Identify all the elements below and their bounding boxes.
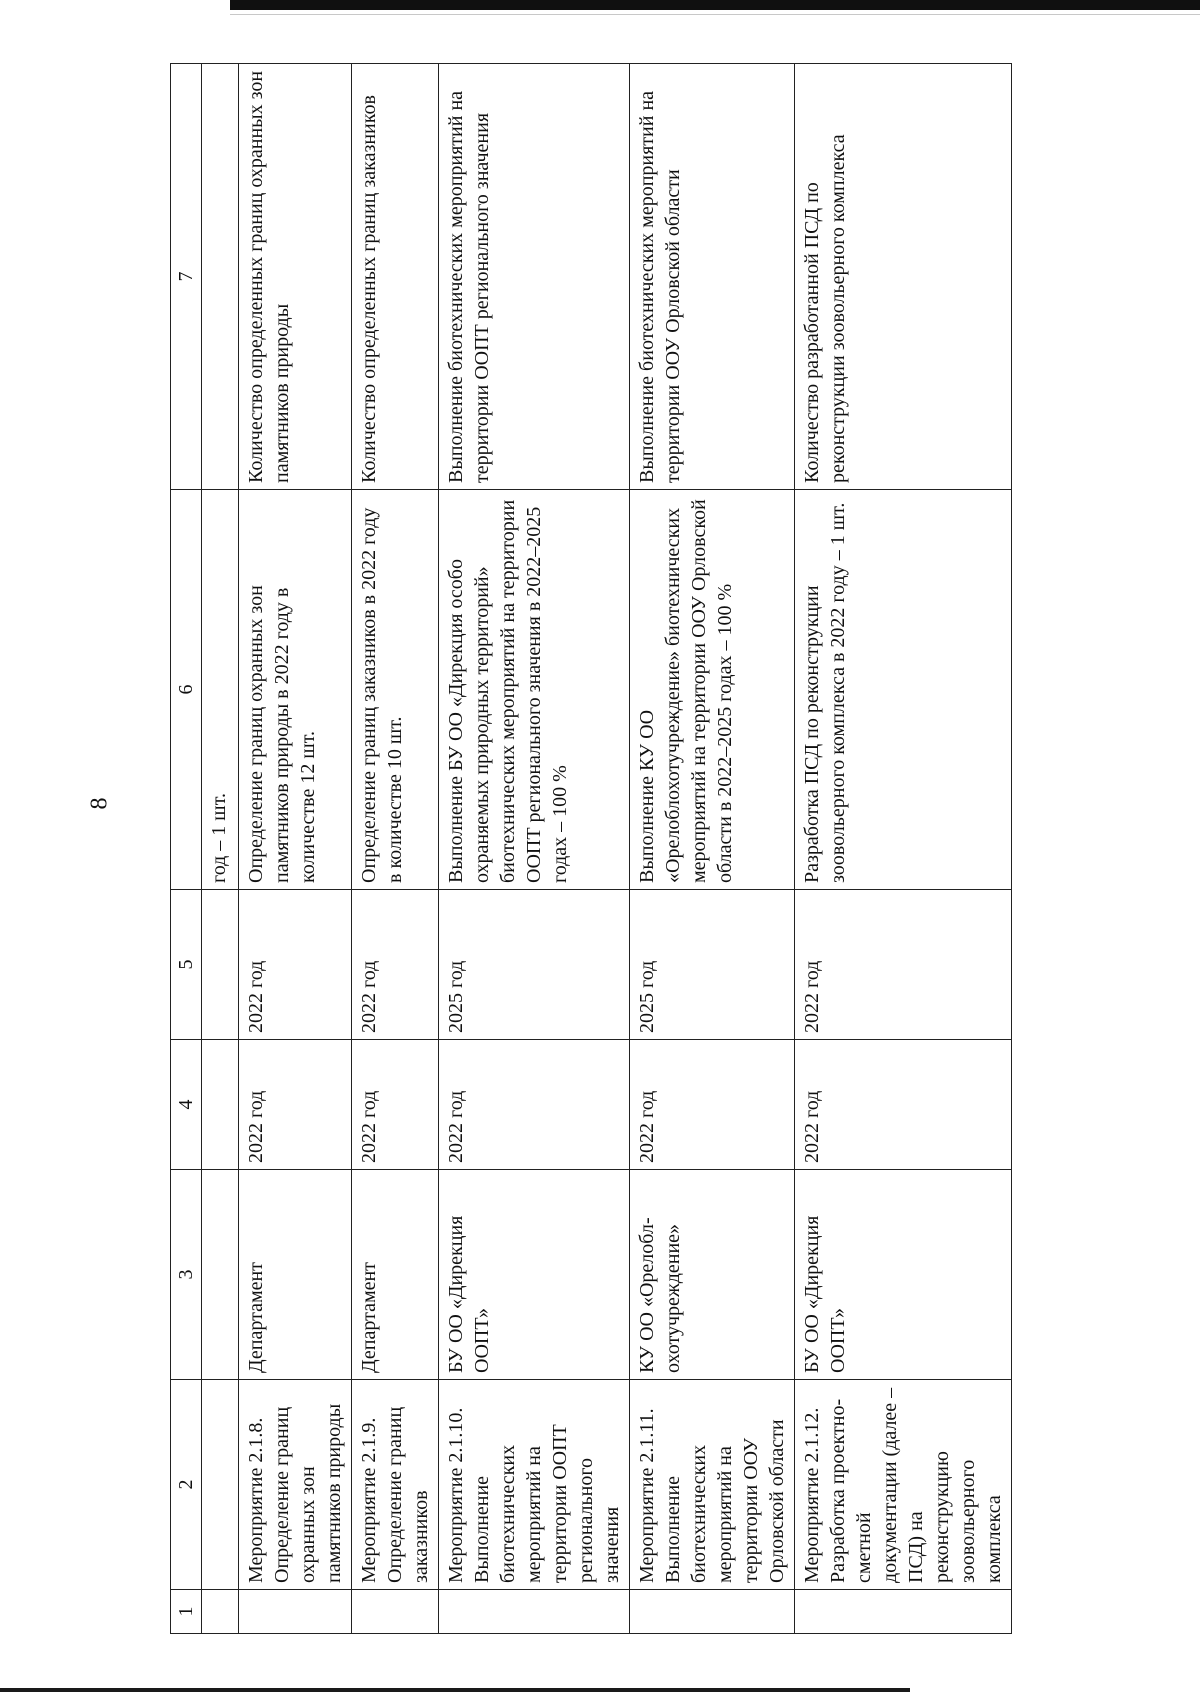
start-cell: 2022 год bbox=[239, 1040, 352, 1170]
start-cell: 2022 год bbox=[630, 1040, 795, 1170]
rotated-table-container bbox=[170, 64, 1005, 1634]
table-row bbox=[352, 64, 439, 1634]
executor-cell: БУ ОО «Дирекция ООПТ» bbox=[439, 1170, 630, 1380]
end-cell: 2025 год bbox=[439, 890, 630, 1040]
table-row bbox=[795, 64, 1012, 1634]
indicator-cell: Выполнение биотехнических мероприятий на территории ООПТ регионального значения bbox=[439, 64, 630, 490]
result-cell: Выполнение БУ ОО «Дирекция особо охраняемых природных территорий» биотехнических мероприятий на территории ООПТ регионального значения в 2022–2025 годах – 100 % bbox=[439, 490, 630, 890]
scan-edge-line bbox=[230, 14, 1200, 15]
table-row bbox=[630, 64, 795, 1634]
start-cell: 2022 год bbox=[352, 1040, 439, 1170]
header-row bbox=[171, 64, 202, 1634]
row-number-cell bbox=[439, 1590, 630, 1634]
indicator-cell: Выполнение биотехнических мероприятий на территории ООУ Орловской области bbox=[630, 64, 795, 490]
event-cell: Мероприятие 2.1.8. Определение границ охранных зон памятников природы bbox=[239, 1380, 352, 1590]
row-number-cell bbox=[239, 1590, 352, 1634]
page-number: 8 bbox=[86, 797, 113, 810]
event-cell: Мероприятие 2.1.12. Разработка проектно-сметной документации (далее – ПСД) на реконструкцию зоовольерного комплекса bbox=[795, 1380, 1012, 1590]
scan-edge-top bbox=[230, 0, 1200, 10]
start-cell: 2022 год bbox=[439, 1040, 630, 1170]
executor-cell: КУ ОО «Орелобл-охотучреждение» bbox=[630, 1170, 795, 1380]
executor-cell: Департамент bbox=[352, 1170, 439, 1380]
continuation-cell-7 bbox=[202, 64, 239, 490]
header-col-1: 1 bbox=[171, 1590, 202, 1634]
end-cell: 2025 год bbox=[630, 890, 795, 1040]
executor-cell: Департамент bbox=[239, 1170, 352, 1380]
row-number-cell bbox=[630, 1590, 795, 1634]
executor-cell: БУ ОО «Дирекция ООПТ» bbox=[795, 1170, 1012, 1380]
header-col-2: 2 bbox=[171, 1380, 202, 1590]
start-cell: 2022 год bbox=[795, 1040, 1012, 1170]
result-cell: Определение границ заказников в 2022 году в количестве 10 шт. bbox=[352, 490, 439, 890]
header-col-6: 6 bbox=[171, 490, 202, 890]
result-cell: Определение границ охранных зон памятников природы в 2022 году в количестве 12 шт. bbox=[239, 490, 352, 890]
continuation-row bbox=[202, 64, 239, 1634]
event-cell: Мероприятие 2.1.11. Выполнение биотехнических мероприятий на территории ООУ Орловской области bbox=[630, 1380, 795, 1590]
event-cell: Мероприятие 2.1.9. Определение границ заказников bbox=[352, 1380, 439, 1590]
result-cell: Разработка ПСД по реконструкции зоовольерного комплекса в 2022 году – 1 шт. bbox=[795, 490, 1012, 890]
row-number-cell bbox=[352, 1590, 439, 1634]
event-cell: Мероприятие 2.1.10. Выполнение биотехнических мероприятий на территории ООПТ регионального значения bbox=[439, 1380, 630, 1590]
indicator-cell: Количество определенных границ охранных зон памятников природы bbox=[239, 64, 352, 490]
end-cell: 2022 год bbox=[352, 890, 439, 1040]
scan-edge-bottom bbox=[0, 1688, 910, 1692]
row-number-cell bbox=[795, 1590, 1012, 1634]
continuation-cell-4 bbox=[202, 1040, 239, 1170]
continuation-cell-1 bbox=[202, 1590, 239, 1634]
end-cell: 2022 год bbox=[239, 890, 352, 1040]
header-col-7: 7 bbox=[171, 64, 202, 490]
table-row bbox=[439, 64, 630, 1634]
continuation-cell-6: год – 1 шт. bbox=[202, 490, 239, 890]
end-cell: 2022 год bbox=[795, 890, 1012, 1040]
header-col-3: 3 bbox=[171, 1170, 202, 1380]
continuation-cell-3 bbox=[202, 1170, 239, 1380]
continuation-cell-5 bbox=[202, 890, 239, 1040]
result-cell: Выполнение КУ ОО «Орелоблохотучреждение» биотехнических мероприятий на территории ООУ Орловской области в 2022–2025 годах – 100 % bbox=[630, 490, 795, 890]
program-events-table bbox=[170, 63, 1012, 1634]
table-row bbox=[239, 64, 352, 1634]
indicator-cell: Количество определенных границ заказников bbox=[352, 64, 439, 490]
indicator-cell: Количество разработанной ПСД по реконструкции зоовольерного комплекса bbox=[795, 64, 1012, 490]
header-col-5: 5 bbox=[171, 890, 202, 1040]
header-col-4: 4 bbox=[171, 1040, 202, 1170]
continuation-cell-2 bbox=[202, 1380, 239, 1590]
